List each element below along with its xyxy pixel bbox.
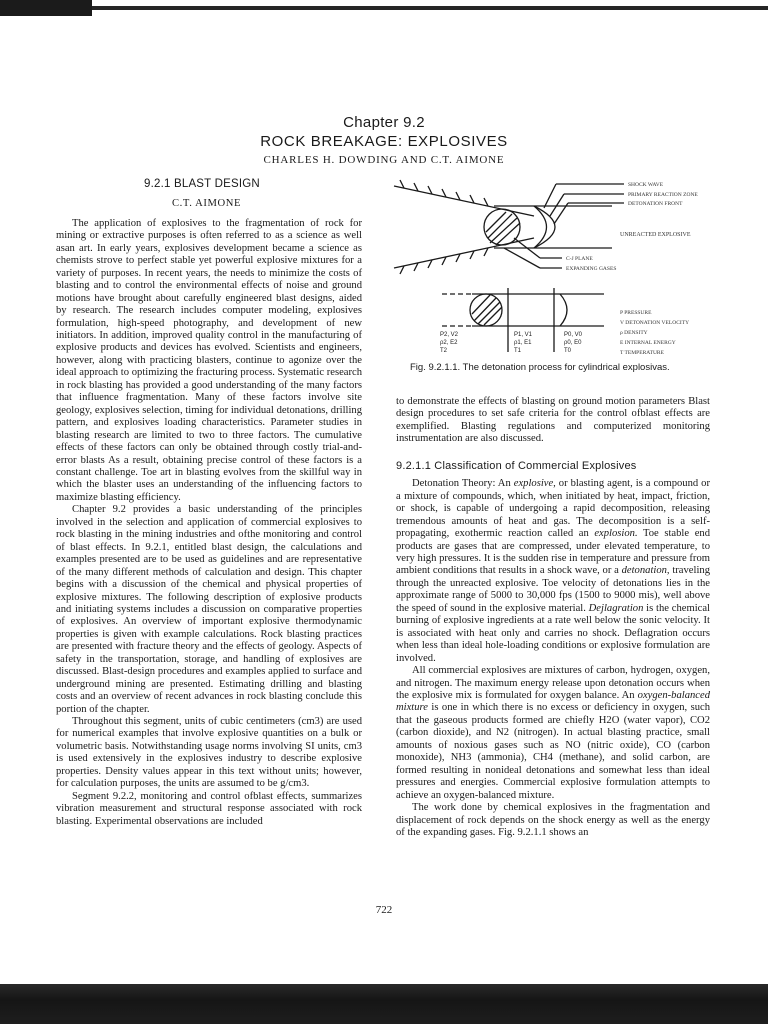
label-reaction-zone: PRIMARY REACTION ZONE <box>628 192 698 198</box>
section-author: C.T. AIMONE <box>172 198 242 210</box>
page-number: 722 <box>375 904 393 916</box>
legend-item: T TEMPERATURE <box>620 350 664 356</box>
legend-item: V DETONATION VELOCITY <box>620 320 690 326</box>
state-label: T1 <box>514 348 522 354</box>
state-label: T0 <box>564 348 572 354</box>
state-label: ρ1, E1 <box>514 340 532 346</box>
state-label: ρ2, E2 <box>440 340 458 346</box>
section-title: 9.2.1 BLAST DESIGN <box>144 178 260 190</box>
scan-bottom-edge <box>0 984 768 1024</box>
left-column <box>56 178 362 828</box>
body-paragraph: The work done by chemical explosives in the fragmentation and displacement of rock depends on the shock energy as well as the energy of the expanding gases. Fig. 9.2.1.1 shows an <box>396 802 710 838</box>
legend-item: P PRESSURE <box>620 310 652 316</box>
state-label: ρ0, E0 <box>564 340 582 346</box>
legend-item: ρ DENSITY <box>620 330 648 336</box>
label-shock-wave: SHOCK WAVE <box>628 182 664 188</box>
label-detonation-front: DETONATION FRONT <box>628 201 683 207</box>
body-paragraph: The application of explosives to the fragmentation of rock for mining or extractive purposes is often referred to as a science as well asan art. In early years, explosives development became a science as chemists strove to perfect stable yet powerful explosive mixtures for a variety of purposes. In recent years, the needs to minimize the costs of blasting and to control the environmental effects of noise and ground motions have brought about carefully engineered blast designs, aided by research. The research includes computer modeling, explosives formulation, high-speed photography, and development of new initiators. In addition, improved quality control in the manufacturing of explosive products and devices has evolved. Scientists and engineers, however, along with practicing blasters, continue to agonize over the ideal approach to optimizing the fracturing process. Systematic research in rock blasting has provided a good understanding of the many factors that influence fragmentation. Many of these factors involve site geology, explosives selection, timing for individual detonations, drilling pattern, and explosives loading characteristics. Parameter studies in blasting research are limited to two to three factors. The cumulative effects of these factors can only be obtained through costly trial-and-error blasts As a result, obtaining precise control of these factors is a constant challenge. Toe art in blasting evolves from the skillful way in which the blaster uses an understanding of the influencing factors to maximize blasting efficiency. <box>56 217 362 503</box>
detonation-figure <box>384 176 724 376</box>
body-paragraph: Chapter 9.2 provides a basic understanding of the principles involved in the selection and application of commercial explosives to rock blasting in the mining industries and ofthe monitoring and control of blast effects. In 9.2.1, entitled blast design, the calculations and examples presented are to be used as guidelines and are representative of the many different methods of calculation and design. This chapter begins with a discussion of the chemical and physical properties of explosive mixtures. The following description of explosive products and initiating systems includes a discussion on comparative properties of explosives. An overview of important explosive thermodynamic properties is given with example calculations. Rock blasting practices are presented with fracture theory and the effects of geology. Aspects of safety in the transportation, storage, and handling of explosives are discussed. Blast-design procedures and examples applied to surface and underground mining are presented. Estimating drilling and blasting costs and an overview of recent advances in rock blasting conclude this portion of the chapter. <box>56 504 362 715</box>
label-cj-plane: C-J PLANE <box>566 256 593 262</box>
figure-caption: Fig. 9.2.1.1. The detonation process for cylindrical explosivas. <box>410 362 670 373</box>
chapter-header <box>0 114 768 166</box>
subsection-title: 9.2.1.1 Classification of Commercial Explosives <box>396 459 637 472</box>
scan-edge-rule <box>92 6 768 10</box>
state-label: T2 <box>440 348 448 354</box>
body-paragraph: Segment 9.2.2, monitoring and control ofblast effects, summarizes vibration measurement and structural response associated with rock blasting. Experimental observations are included <box>56 790 362 827</box>
scan-edge-block <box>0 0 92 16</box>
label-expanding-gases: EXPANDING GASES <box>566 266 617 272</box>
body-paragraph: Detonation Theory: An explosive, or blasting agent, is a compound or a mixture of compounds, which, when initiated by heat, impact, friction, or shock, is capable of undergoing a rapid decomposition, releasing tremendous amounts of heat and gas. The decomposition is a self-propagating, exothermic reaction called an explosion. Toe stable end products are gases that are compressed, under elevated temperature, to very high pressures. It is the sudden rise in temperature and pressure from ambient conditions that results in a shock wave, or a detonation, traveling through the unreacted explosive. Toe velocity of detonations lies in the approximate range of 5000 to 30,000 fps (1500 to 9000 mis), well above the speed of sound in the explosive material. Dejlagration is the chemical burning of explosive ingredients at a rate well below the sonic velocity. It is associated with heat only and carries no shock. Deflagration occurs when less than ideal hole-loading conditions or explosive formulation are involved. <box>396 478 710 664</box>
body-paragraph: All commercial explosives are mixtures of carbon, hydrogen, oxygen, and nitrogen. The maximum energy release upon detonation occurs when the explosive mix is formulated for oxygen balance. An oxygen-balanced mixture is one in which there is no excess or deficiency in oxygen, such that the gaseous products formed are chiefly H2O (water vapor), CO2 (carbon dioxide), and N2 (nitrogen). In actual blasting practice, small amounts of noxious gases such as NO (nitric oxide), CO (carbon monoxide), NH3 (ammonia), CH4 (methane), and solid carbon, are formed resulting in nonideal detonations and somewhat less than ideal pressures and energies. Commercial explosive formulation attempts to achieve an oxygen-balanced mixture. <box>396 665 710 801</box>
detonation-diagram <box>384 176 724 376</box>
label-unreacted: UNREACTED EXPLOSIVE <box>620 232 691 238</box>
state-label: P0, V0 <box>564 332 583 338</box>
right-column <box>396 396 710 839</box>
chapter-title: ROCK BREAKAGE: EXPLOSIVES <box>260 133 508 150</box>
chapter-authors: CHARLES H. DOWDING AND C.T. AIMONE <box>263 154 505 166</box>
chapter-number: Chapter 9.2 <box>343 114 425 131</box>
legend-item: E INTERNAL ENERGY <box>620 340 676 346</box>
state-label: P2, V2 <box>440 332 459 338</box>
state-label: P1, V1 <box>514 332 533 338</box>
body-paragraph: Throughout this segment, units of cubic centimeters (cm3) are used for numerical examples that involve explosive quantities on a bulk or volumetric basis. Notwithstanding usage norms involving SI units, cm3 is used extensively in the explosives industry to describe explosive properties. Density values appear in this text without units; however, for calculation purposes, the units are assumed to be g/cm3. <box>56 716 362 790</box>
body-paragraph: to demonstrate the effects of blasting on ground motion parameters Blast design procedures to set safe criteria for the control ofblast effects are exemplified. Blasting regulations and computerized monitoring instrumentation are also discussed. <box>396 396 710 445</box>
